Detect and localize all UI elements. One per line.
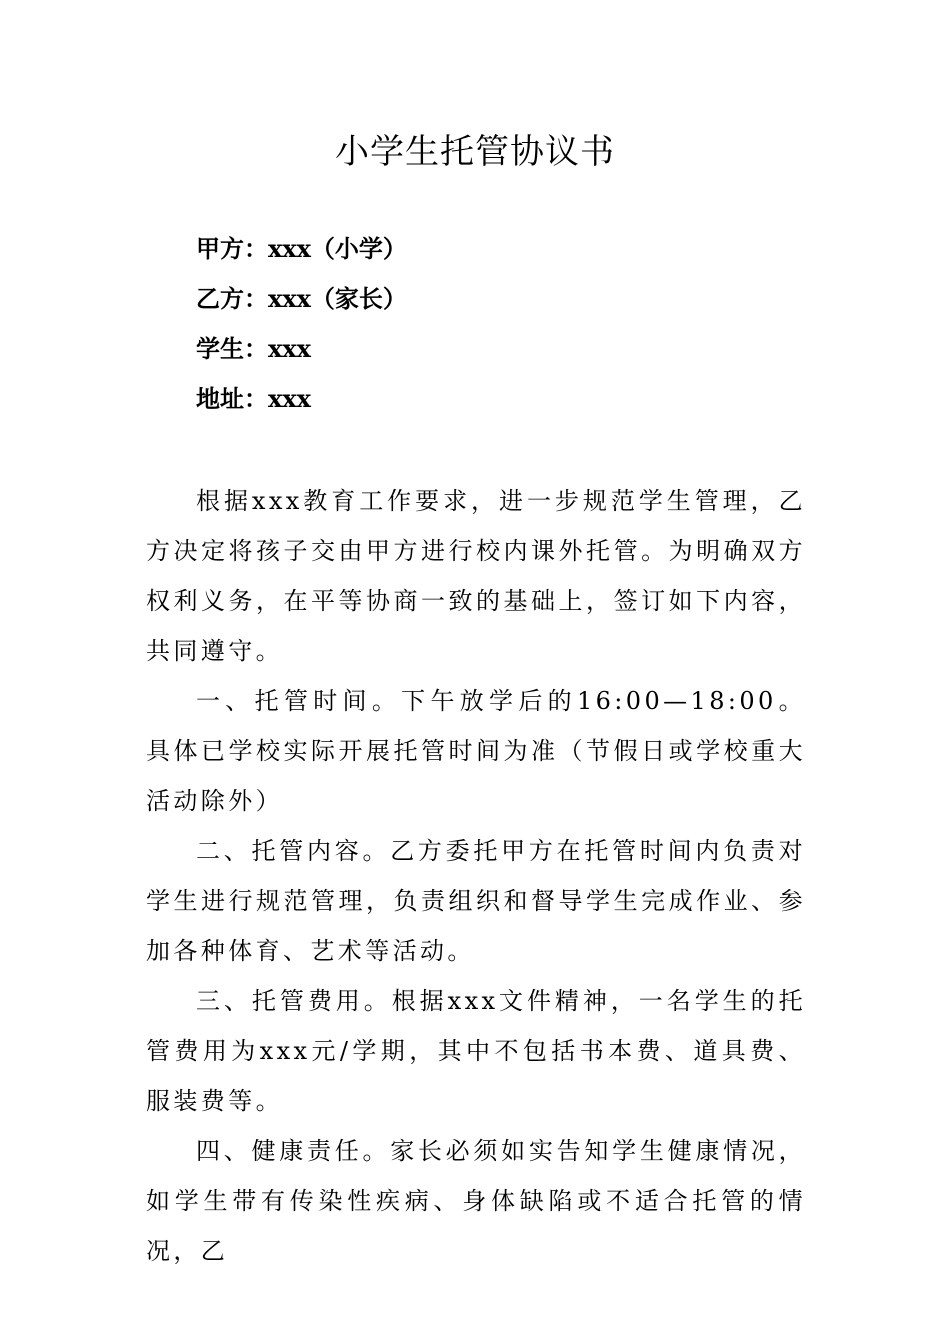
clause-content-paragraph: 二、托管内容。乙方委托甲方在托管时间内负责对学生进行规范管理，负责组织和督导学生完成作业、参加各种体育、艺术等活动。: [146, 837, 806, 965]
clause-time-paragraph: 一、托管时间。下午放学后的16:00—18:00。具体已学校实际开展托管时间为准（节假日或学校重大活动除外）: [146, 687, 806, 815]
clause-fee-paragraph: 三、托管费用。根据xxx文件精神，一名学生的托管费用为xxx元/学期，其中不包括书本费、道具费、服装费等。: [146, 987, 806, 1115]
address-line: 地址：xxx: [196, 384, 311, 413]
document-title: 小学生托管协议书: [335, 132, 615, 172]
party-info-block: [196, 224, 816, 424]
intro-paragraph: 根据xxx教育工作要求，进一步规范学生管理，乙方决定将孩子交由甲方进行校内课外托管。为明确双方权利义务，在平等协商一致的基础上，签订如下内容，共同遵守。: [146, 487, 806, 665]
party-b-line: 乙方：xxx（家长）: [196, 284, 407, 313]
agreement-body: [146, 476, 806, 1276]
clause-health-paragraph: 四、健康责任。家长必须如实告知学生健康情况，如学生带有传染性疾病、身体缺陷或不适合托管的情况，乙: [146, 1137, 806, 1265]
student-line: 学生：xxx: [196, 334, 311, 363]
party-a-line: 甲方：xxx（小学）: [196, 234, 407, 263]
